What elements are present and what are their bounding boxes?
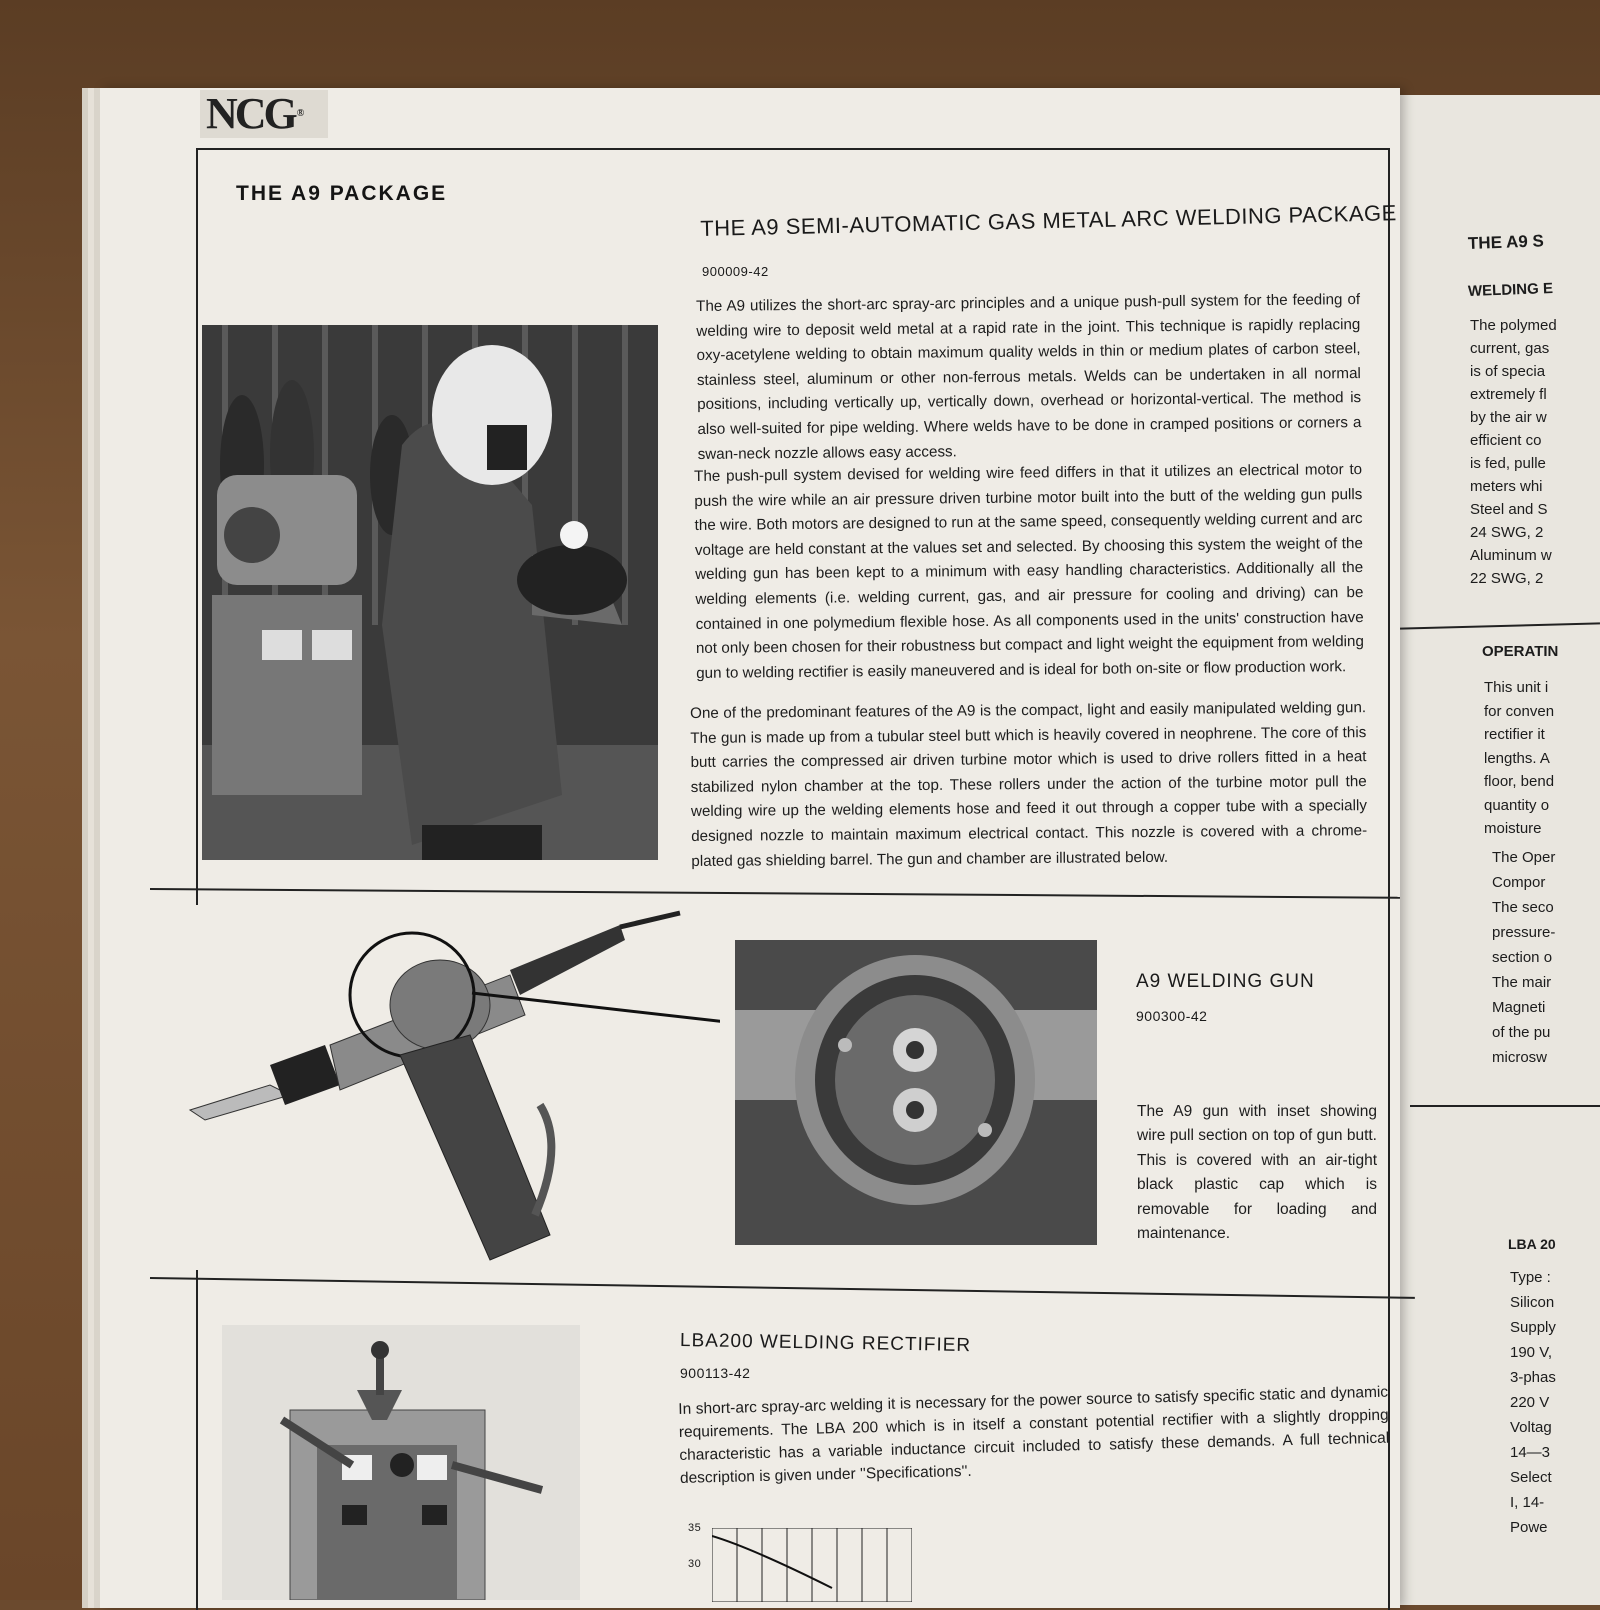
facing-line: Aluminum w: [1470, 547, 1552, 564]
facing-line: Magneti: [1492, 999, 1546, 1016]
chart-tick-35: 35: [688, 1522, 702, 1534]
facing-line: lengths. A: [1484, 749, 1550, 767]
welder-photo: [202, 325, 658, 860]
facing-line: is of specia: [1470, 363, 1546, 380]
rectifier-photo: [222, 1325, 580, 1600]
main-product-code: 900009-42: [702, 264, 769, 279]
facing-line: Silicon: [1510, 1294, 1555, 1311]
facing-line: Type :: [1510, 1269, 1551, 1286]
rectifier-title: LBA200 WELDING RECTIFIER: [679, 1330, 972, 1357]
facing-line: quantity o: [1484, 796, 1550, 814]
facing-line: Powe: [1510, 1519, 1548, 1536]
chart-tick-30: 30: [688, 1558, 702, 1570]
facing-line: 14—3: [1510, 1444, 1551, 1461]
facing-line: for conven: [1484, 702, 1555, 720]
facing-line: I, 14-: [1510, 1494, 1545, 1511]
facing-line: is fed, pulle: [1470, 455, 1546, 472]
facing-line: floor, bend: [1484, 773, 1555, 790]
facing-line: The polymed: [1470, 317, 1557, 334]
facing-line: 22 SWG, 2: [1470, 570, 1544, 587]
facing-line: This unit i: [1484, 679, 1549, 696]
facing-line: meters whi: [1470, 478, 1543, 495]
facing-line: 24 SWG, 2: [1470, 524, 1544, 541]
rectifier-product-code: 900113-42: [680, 1365, 751, 1381]
facing-line: Supply: [1510, 1319, 1556, 1336]
facing-line: efficient co: [1470, 432, 1542, 449]
facing-line: Voltag: [1510, 1419, 1552, 1436]
facing-header: THE A9 S: [1467, 231, 1545, 253]
main-paragraph-3: One of the predominant features of the A9 is the compact, light and easily manipulated welding gun. The gun is made up from a tubular steel butt which is heavily covered in neophrene. The core of this butt carries the compressed air driven turbine motor which is used to drive rollers fitted in a heat stabilized nylon chamber at the top. These rollers under the action of the turbine motor pull the welding wire up the welding elements hose and feed it out through a copper tube with a specially designed nozzle to maintain maximum electrical contact. This nozzle is covered with a chrome-plated gas shielding barrel. The gun and chamber are illustrated below.: [690, 699, 1368, 870]
gun-inset-photo: [735, 940, 1097, 1245]
facing-line: The seco: [1492, 899, 1554, 916]
facing-line: current, gas: [1470, 340, 1550, 357]
main-paragraph-2: The push-pull system devised for welding wire feed differs in that it utilizes an electrical motor to push the wire while an air pressure driven turbine motor built into the butt of the welding gun pulls the wire. Both motors are designed to run at the same speed, consequently welding current and arc voltage are held constant at the values set and selected. By choosing this system the weight of the welding gun has been kept to a minimum with easy handling characteristics. Additionally all the welding elements (i.e. welding current, gas, and air pressure for cooling and driving) can be contained in one polymedium flexible hose. As all components used in the units' construction have not only been chosen for their robustness but compact and light weight the equipment from welding gun to welding rectifier is easily maneuvered and is ideal for both on-site or flow production work.: [694, 461, 1364, 682]
gun-product-code: 900300-42: [1136, 1008, 1208, 1024]
facing-line: The mair: [1492, 974, 1552, 991]
facing-line: 220 V: [1510, 1394, 1550, 1411]
welding-gun-illustration: [180, 905, 720, 1270]
main-headline: THE A9 SEMI-AUTOMATIC GAS METAL ARC WELDING PACKAGE: [700, 200, 1398, 241]
facing-line: rectifier it: [1484, 726, 1545, 743]
facing-line: microsw: [1492, 1049, 1547, 1066]
facing-line: Select: [1510, 1469, 1552, 1486]
facing-spec-heading: LBA 20: [1508, 1236, 1556, 1252]
facing-line: 3-phas: [1510, 1369, 1556, 1386]
rectifier-text: In short-arc spray-arc welding it is necessary for the power source to satisfy specific static and dynamic requirements. The LBA 200 which is in itself a constant potential rectifier with a slightly dropping characteristic has a variable inductance circuit included to satisfy these demands. A full technical description is given under ''Specifications''.: [678, 1383, 1390, 1487]
facing-line: moisture: [1484, 820, 1542, 837]
facing-line: Steel and S: [1470, 501, 1548, 518]
facing-divider-2: [1410, 1105, 1600, 1107]
main-paragraph-1: The A9 utilizes the short-arc spray-arc principles and a unique push-pull system for the feeding of welding wire to deposit weld metal at a rapid rate in the joint. This technique is rapidly replacing oxy-acetylene welding to obtain maximum quality welds in thin or medium plates of carbon steel, stainless steel, aluminum or other non-ferrous metals. Welds can be undertaken in all normal positions, including vertically up, vertically down, overhead or horizontal-vertical. The method is also well-suited for pipe welding. Where welds have to be done in cramped positions or corners a swan-neck nozzle allows easy access.: [696, 291, 1362, 463]
facing-subheading-2: OPERATIN: [1482, 643, 1559, 660]
facing-line: by the air w: [1470, 409, 1547, 426]
facing-line: Compor: [1492, 874, 1546, 891]
facing-line: 190 V,: [1510, 1344, 1552, 1361]
facing-line: section o: [1492, 949, 1553, 966]
ncg-logo: NCG ®: [200, 90, 328, 138]
facing-line: pressure-: [1492, 924, 1556, 941]
section-title: THE A9 PACKAGE: [236, 182, 448, 205]
gun-caption: The A9 gun with inset showing wire pull section on top of gun butt. This is covered with an air-tight black plastic cap which is removable for loading and maintenance.: [1137, 1103, 1377, 1243]
facing-line: extremely fl: [1470, 386, 1547, 403]
facing-line: The Oper: [1492, 849, 1556, 866]
facing-subheading-1: WELDING E: [1467, 280, 1554, 300]
facing-line: of the pu: [1492, 1024, 1551, 1041]
characteristic-chart: [680, 1522, 940, 1602]
gun-title: A9 WELDING GUN: [1136, 971, 1315, 992]
chart-grid: [712, 1528, 912, 1602]
